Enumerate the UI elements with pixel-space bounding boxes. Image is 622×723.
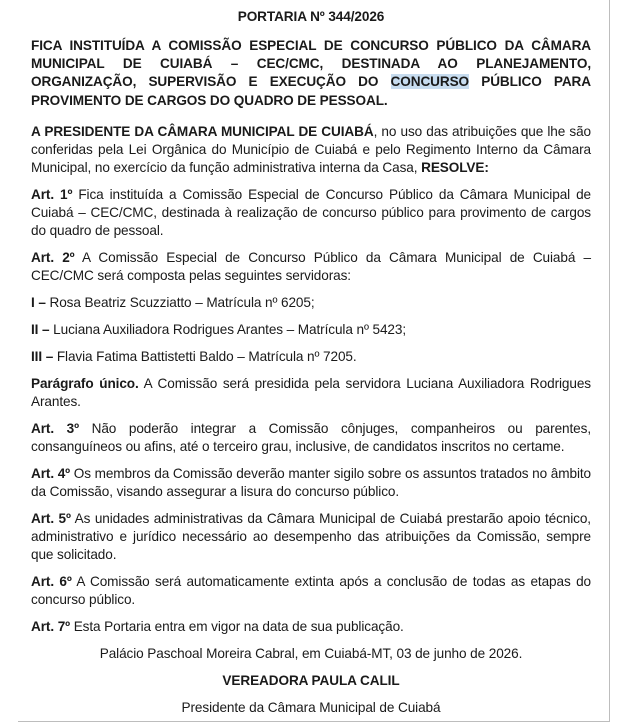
article-3-text: Não poderão integrar a Comissão cônjuges, companheiros ou parentes, consanguíneos ou afins, até o terceiro grau, inclusive, de candidatos inscritos no certame. — [31, 420, 591, 454]
paragrafo-unico-label: Parágrafo único. — [31, 375, 139, 391]
article-2 — [31, 249, 591, 285]
article-2-text: A Comissão Especial de Concurso Público da Câmara Municipal de Cuiabá – CEC/CMC será composta pelas seguintes servidoras: — [31, 249, 591, 283]
item-1-text: Rosa Beatriz Scuzziatto – Matrícula nº 6205; — [45, 294, 315, 310]
article-7 — [31, 618, 591, 636]
article-6-text: A Comissão será automaticamente extinta após a conclusão de todas as etapas do concurso público. — [31, 573, 591, 607]
article-3-label: Art. 3º — [31, 420, 79, 436]
article-2-label: Art. 2º — [31, 249, 75, 265]
preamble-resolve: RESOLVE: — [421, 159, 489, 175]
article-6-label: Art. 6º — [31, 573, 72, 589]
article-5 — [31, 510, 591, 564]
ementa — [31, 37, 591, 110]
article-6 — [31, 573, 591, 609]
signer-name: VEREADORA PAULA CALIL — [222, 672, 400, 688]
preamble — [31, 123, 591, 177]
item-1 — [31, 294, 591, 312]
item-2-label: II – — [31, 321, 50, 337]
preamble-lead: A PRESIDENTE DA CÂMARA MUNICIPAL DE CUIABÁ — [31, 123, 374, 139]
article-1-text: Fica instituída a Comissão Especial de Concurso Público da Câmara Municipal de Cuiabá – CEC/CMC, destinada à realização de concurso público para provimento de cargos do quadro de pessoal. — [31, 186, 591, 238]
place-date: Palácio Paschoal Moreira Cabral, em Cuiabá-MT, 03 de junho de 2026. — [99, 645, 523, 661]
article-4 — [31, 465, 591, 501]
signer-role: Presidente da Câmara Municipal de Cuiabá — [181, 699, 441, 715]
item-3-text: Flavia Fatima Battistetti Baldo – Matrícula nº 7205. — [53, 348, 357, 364]
article-7-label: Art. 7º — [31, 618, 71, 634]
document-title: PORTARIA Nº 344/2026 — [237, 9, 385, 24]
item-1-label: I – — [31, 294, 46, 310]
article-4-text: Os membros da Comissão deverão manter sigilo sobre os assuntos tratados no âmbito da Comissão, visando assegurar a lisura do concurso público. — [31, 465, 592, 499]
article-7-text: Esta Portaria entra em vigor na data de sua publicação. — [70, 618, 404, 634]
ementa-text-after: PÚBLICO PARA PROVIMENTO DE CARGOS DO QUADRO DE PESSOAL. — [31, 74, 591, 108]
item-2-text: Luciana Auxiliadora Rodrigues Arantes – Matrícula nº 5423; — [49, 321, 406, 337]
article-5-text: As unidades administrativas da Câmara Municipal de Cuiabá prestarão apoio técnico, administrativo e jurídico necessário ao desempenho das atribuições da Comissão, sempre que solicitado. — [31, 510, 591, 562]
article-5-label: Art. 5º — [31, 510, 71, 526]
preamble-text: , no uso das atribuições que lhe são conferidas pela Lei Orgânica do Município de Cuiabá e pelo Regimento Interno da Câmara Municipal, no exercício da função administrativa interna da Casa, — [31, 123, 591, 175]
paragrafo-unico-text: A Comissão será presidida pela servidora Luciana Auxiliadora Rodrigues Arantes. — [31, 375, 591, 409]
ementa-highlighted-word[interactable]: CONCURSO — [390, 74, 470, 90]
article-4-label: Art. 4º — [31, 465, 71, 481]
item-2 — [31, 321, 591, 339]
article-3 — [31, 420, 591, 456]
article-1-label: Art. 1º — [31, 186, 73, 202]
item-3-label: III – — [31, 348, 54, 364]
ementa-text-before: FICA INSTITUÍDA A COMISSÃO ESPECIAL DE CONCURSO PÚBLICO DA CÂMARA MUNICIPAL DE CUIABÁ – CEC/CMC, DESTINADA AO PLANEJAMENTO, ORGANIZAÇÃO, SUPERVISÃO E EXECUÇÃO DO — [31, 38, 591, 90]
article-1 — [31, 186, 591, 240]
paragrafo-unico — [31, 375, 591, 411]
document-body — [31, 8, 591, 717]
item-3 — [31, 348, 591, 366]
